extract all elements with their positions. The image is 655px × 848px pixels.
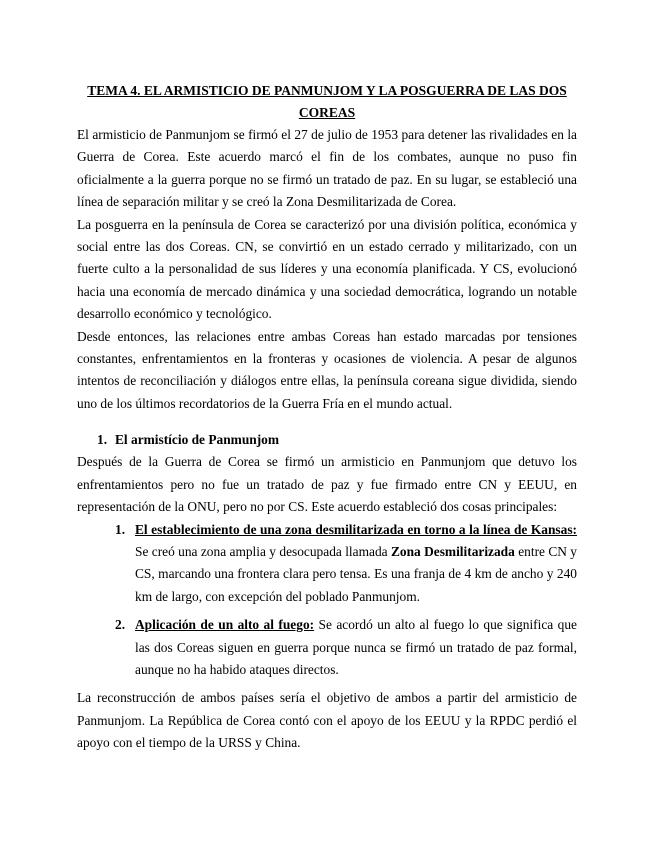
list-item-body-after: entre CN y CS, marcando una frontera clara pero tensa. Es una franja de 4 km de ancho y 240 km de largo, con excepción del poblado Panmunjom. bbox=[135, 543, 578, 604]
document-page bbox=[77, 80, 577, 755]
list-item-number: 1. bbox=[115, 521, 126, 537]
sub-list bbox=[115, 519, 577, 682]
list-item-label: Aplicación de un alto al fuego: bbox=[135, 617, 315, 633]
list-item-bold-term: Zona Desmilitarizada bbox=[390, 543, 515, 559]
list-item-body-before: Se creó una zona amplia y desocupada llamada bbox=[135, 543, 391, 559]
intro-paragraph-1: El armisticio de Panmunjom se firmó el 27 de julio de 1953 para detener las rivalidades en la Guerra de Corea. Este acuerdo marcó el fin de los combates, aunque no puso fin oficialmente a la guerra porque no se firmó un tratado de paz. En su lugar, se estableció una línea de separación militar y se creó la Zona Desmilitarizada de Corea. bbox=[77, 127, 577, 210]
list-item bbox=[115, 519, 577, 609]
title-line-1: TEMA 4. EL ARMISTICIO DE PANMUNJOM Y LA POSGUERRA DE LAS DOS bbox=[87, 83, 567, 98]
list-item bbox=[115, 614, 577, 681]
section-heading bbox=[97, 429, 577, 451]
section-armisticio bbox=[77, 429, 577, 681]
intro-paragraph-2: La posguerra en la península de Corea se caracterizó por una división política, económica y social entre las dos Coreas. CN, se convirtió en un estado cerrado y militarizado, con un fuerte culto a la personalidad de sus líderes y una economía planificada. Y CS, evolucionó hacia una economía de mercado dinámica y una sociedad democrática, logrando un notable desarrollo económico y tecnológico. bbox=[77, 216, 577, 322]
list-item-text bbox=[135, 614, 577, 681]
list-item-text bbox=[135, 519, 577, 609]
list-item-number: 2. bbox=[115, 617, 126, 633]
section-paragraph: Después de la Guerra de Corea se firmó un armisticio en Panmunjom que detuvo los enfrentamientos pero no fue un tratado de paz y fue firmado entre CN y EEUU, en representación de la ONU, pero no por CS. Este acuerdo estableció dos cosas principales: bbox=[77, 454, 577, 515]
section-number: 1. bbox=[97, 432, 108, 448]
list-item-label: El establecimiento de una zona desmilitarizada en torno a la línea de Kansas: bbox=[135, 521, 577, 537]
conclusion-paragraph: La reconstrucción de ambos países sería el objetivo de ambos a partir del armisticio de Panmunjom. La República de Corea contó con el apoyo de los EEUU y la RPDC perdió el apoyo con el tiempo de la URSS y China. bbox=[77, 690, 577, 751]
document-title bbox=[77, 80, 577, 124]
title-line-2: COREAS bbox=[298, 105, 356, 120]
section-heading-text: El armistício de Panmunjom bbox=[115, 432, 280, 448]
intro-paragraph-3: Desde entonces, las relaciones entre ambas Coreas han estado marcadas por tensiones constantes, enfrentamientos en la fronteras y ocasiones de violencia. A pesar de algunos intentos de reconciliación y diálogos entre ellas, la península coreana sigue dividida, siendo uno de los últimos recordatorios de la Guerra Fría en el mundo actual. bbox=[77, 328, 577, 411]
list-item-body-before: Se acordó un alto al fuego lo que significa que las dos Coreas siguen en guerra porque nunca se firmó un tratado de paz formal, aunque no ha habido ataques directos. bbox=[135, 617, 577, 677]
